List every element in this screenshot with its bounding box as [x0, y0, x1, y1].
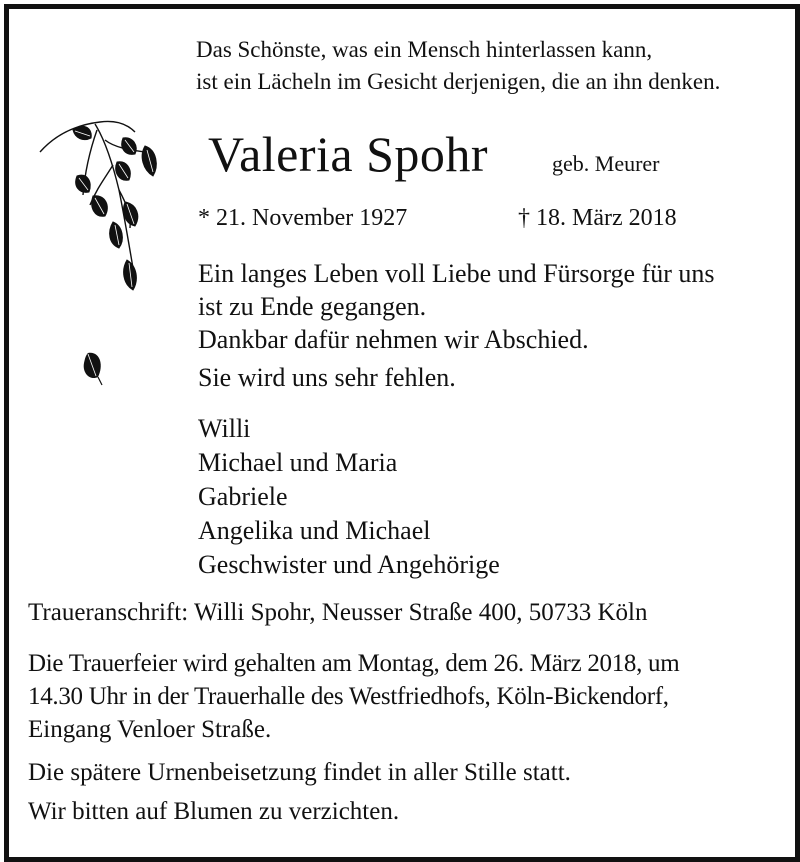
message-line-3: Dankbar dafür nehmen wir Abschied.	[198, 325, 589, 354]
birth-name: geb. Meurer	[552, 151, 660, 176]
message-line-1: Ein langes Leben voll Liebe und Fürsorge für uns	[198, 259, 715, 288]
closing-line-1: Die spätere Urnenbeisetzung findet in aller Stille statt.	[28, 759, 571, 786]
closing-line-2: Wir bitten auf Blumen zu verzichten.	[28, 798, 400, 825]
quote-line-2: ist ein Lächeln im Gesicht derjenigen, die an ihn denken.	[196, 69, 721, 94]
message-line-4: Sie wird uns sehr fehlen.	[198, 363, 456, 392]
falling-leaf-icon	[78, 345, 108, 390]
quote-line-1: Das Schönste, was ein Mensch hinterlassen kann,	[196, 37, 653, 62]
family-member-5: Geschwister und Angehörige	[198, 550, 500, 579]
service-line-1: Die Trauerfeier wird gehalten am Montag, dem 26. März 2018, um	[28, 650, 680, 677]
deceased-name: Valeria Spohr	[208, 126, 489, 182]
message-line-2: ist zu Ende gegangen.	[198, 292, 427, 321]
family-member-2: Michael und Maria	[198, 448, 398, 477]
birth-date: * 21. November 1927	[198, 205, 408, 231]
service-line-2: 14.30 Uhr in der Trauerhalle des Westfriedhofs, Köln-Bickendorf,	[28, 683, 669, 710]
service-line-3: Eingang Venloer Straße.	[28, 716, 272, 743]
family-member-4: Angelika und Michael	[198, 516, 431, 545]
mourning-address: Traueranschrift: Willi Spohr, Neusser Straße 400, 50733 Köln	[28, 599, 648, 626]
birch-branch-icon	[35, 110, 165, 300]
family-member-1: Willi	[198, 414, 251, 443]
family-member-3: Gabriele	[198, 482, 288, 511]
death-date: † 18. März 2018	[518, 205, 677, 231]
